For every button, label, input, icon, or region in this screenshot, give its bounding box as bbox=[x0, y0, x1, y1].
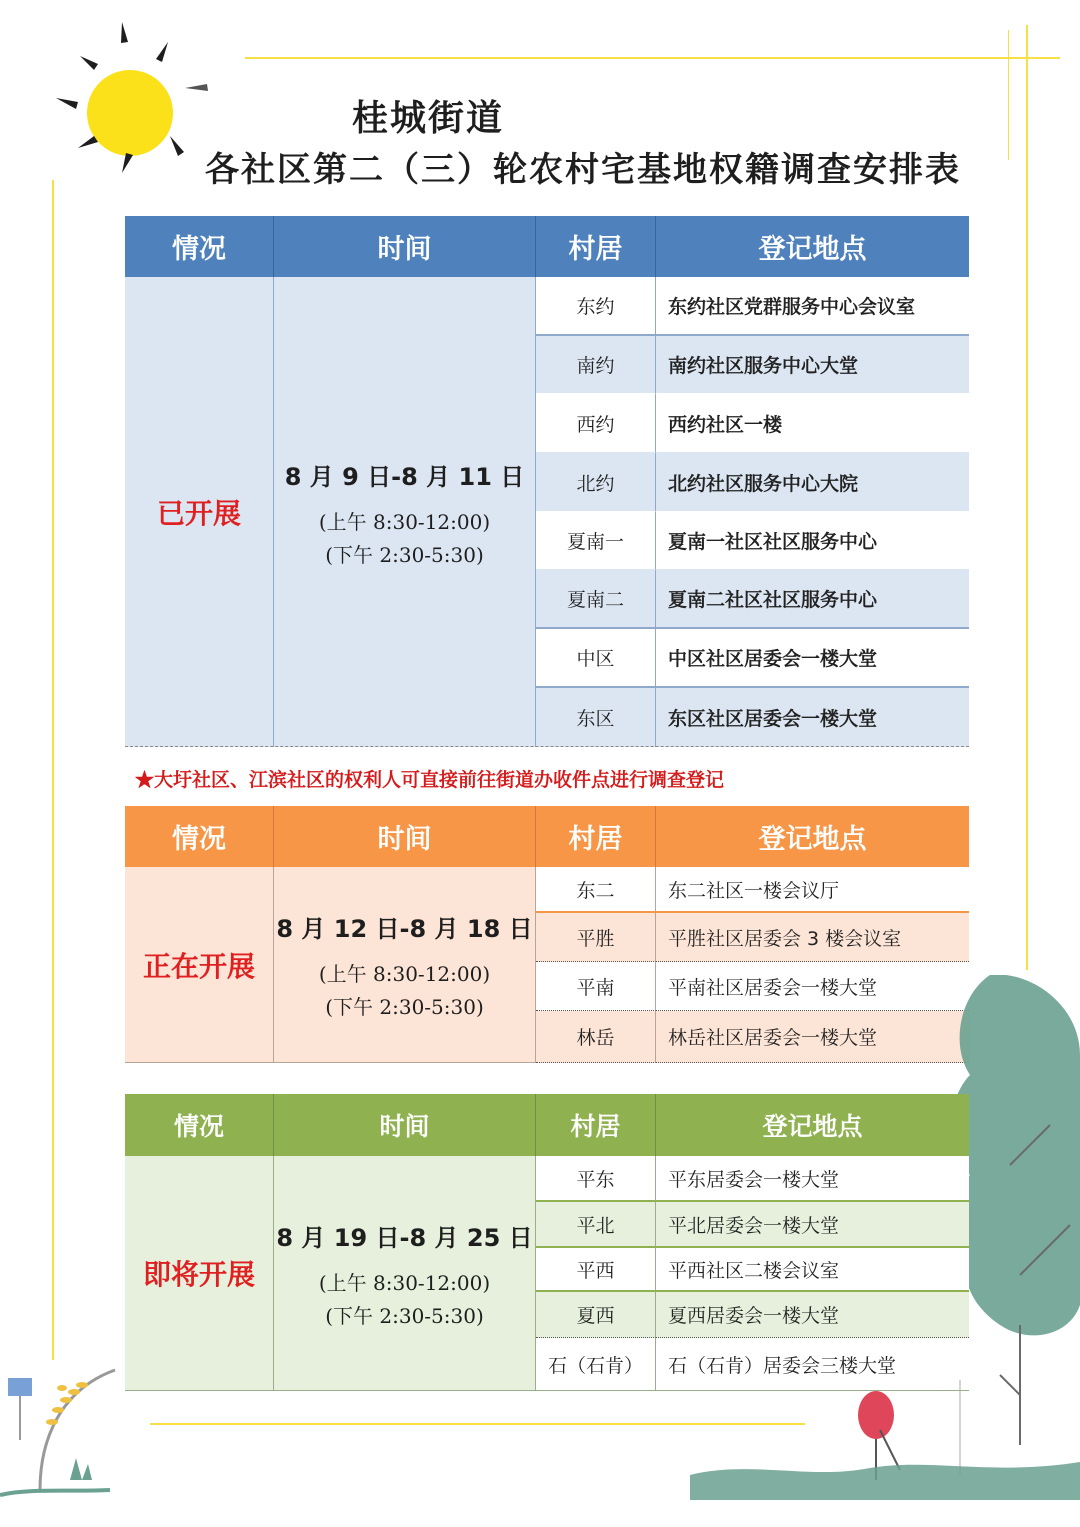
title-line2: 各社区第二（三）轮农村宅基地权籍调查安排表 bbox=[205, 150, 961, 190]
header-status: 情况 bbox=[125, 216, 274, 277]
grass-illustration bbox=[690, 1380, 1080, 1527]
time-cell bbox=[274, 1156, 536, 1391]
table-row-location: 西约社区一楼 bbox=[656, 394, 969, 453]
table-row-location: 东区社区居委会一楼大堂 bbox=[656, 688, 969, 747]
header-time: 时间 bbox=[274, 806, 536, 867]
header-location: 登记地点 bbox=[656, 806, 969, 867]
time-cell bbox=[274, 277, 536, 747]
time-pm: (下午 2:30-5:30) bbox=[325, 542, 484, 567]
section-completed bbox=[125, 216, 969, 747]
table-row-location: 东二社区一楼会议厅 bbox=[656, 867, 969, 913]
header-status: 情况 bbox=[125, 806, 274, 867]
frame-right-line bbox=[1026, 25, 1028, 970]
plant-illustration bbox=[0, 1330, 160, 1527]
table-row-village: 西约 bbox=[536, 394, 656, 453]
time-am: (上午 8:30-12:00) bbox=[318, 509, 491, 534]
table-row-location: 夏南二社区社区服务中心 bbox=[656, 570, 969, 629]
status-cell: 正在开展 bbox=[125, 867, 274, 1063]
table-row-village: 东区 bbox=[536, 688, 656, 747]
table-row-location: 平北居委会一楼大堂 bbox=[656, 1202, 969, 1248]
header-village: 村居 bbox=[536, 1094, 656, 1156]
time-am: (上午 8:30-12:00) bbox=[318, 1270, 491, 1295]
status-cell: 即将开展 bbox=[125, 1156, 274, 1391]
frame-top-line bbox=[245, 57, 1060, 59]
table-row-village: 平北 bbox=[536, 1202, 656, 1248]
table-row-location: 平西社区二楼会议室 bbox=[656, 1248, 969, 1292]
table-row-village: 石（石肯） bbox=[536, 1338, 656, 1391]
header-time: 时间 bbox=[274, 1094, 536, 1156]
table-row-location: 南约社区服务中心大堂 bbox=[656, 336, 969, 394]
frame-left-line bbox=[52, 180, 54, 1360]
table-row-village: 平东 bbox=[536, 1156, 656, 1202]
header-status: 情况 bbox=[125, 1094, 274, 1156]
time-range: 8 月 9 日-8 月 11 日 bbox=[284, 462, 525, 491]
table-row-village: 林岳 bbox=[536, 1011, 656, 1063]
table-row-location: 北约社区服务中心大院 bbox=[656, 453, 969, 512]
header-village: 村居 bbox=[536, 806, 656, 867]
table-row-village: 北约 bbox=[536, 453, 656, 512]
header-location: 登记地点 bbox=[656, 216, 969, 277]
table-row-village: 东约 bbox=[536, 277, 656, 336]
table-row-location: 平南社区居委会一楼大堂 bbox=[656, 962, 969, 1011]
table-row-village: 夏西 bbox=[536, 1292, 656, 1338]
table-row-village: 平南 bbox=[536, 962, 656, 1011]
table-row-location: 中区社区居委会一楼大堂 bbox=[656, 629, 969, 688]
note-text: ★大圩社区、江滨社区的权利人可直接前往街道办收件点进行调查登记 bbox=[135, 768, 725, 791]
table-row-location: 林岳社区居委会一楼大堂 bbox=[656, 1011, 969, 1063]
header-time: 时间 bbox=[274, 216, 536, 277]
table-row-village: 平胜 bbox=[536, 913, 656, 962]
table-row-village: 中区 bbox=[536, 629, 656, 688]
header-location: 登记地点 bbox=[656, 1094, 969, 1156]
table-row-location: 石（石肯）居委会三楼大堂 bbox=[656, 1338, 969, 1391]
time-range: 8 月 19 日-8 月 25 日 bbox=[276, 1223, 533, 1252]
title-line1: 桂城街道 bbox=[352, 98, 505, 139]
time-am: (上午 8:30-12:00) bbox=[318, 962, 491, 986]
section-bottom-border bbox=[125, 746, 969, 747]
time-cell bbox=[274, 867, 536, 1063]
frame-right-line-2 bbox=[1008, 30, 1009, 160]
section-upcoming bbox=[125, 1094, 969, 1391]
header-village: 村居 bbox=[536, 216, 656, 277]
table-row-village: 平西 bbox=[536, 1248, 656, 1292]
table-row-location: 平胜社区居委会 3 楼会议室 bbox=[656, 913, 969, 962]
table-row-location: 夏西居委会一楼大堂 bbox=[656, 1292, 969, 1338]
table-row-village: 夏南二 bbox=[536, 570, 656, 629]
section-in-progress bbox=[125, 806, 969, 1063]
table-row-location: 平东居委会一楼大堂 bbox=[656, 1156, 969, 1202]
sun-icon bbox=[50, 18, 215, 178]
time-pm: (下午 2:30-5:30) bbox=[325, 1303, 484, 1328]
table-row-village: 南约 bbox=[536, 336, 656, 394]
table-row-location: 夏南一社区社区服务中心 bbox=[656, 512, 969, 570]
table-row-village: 东二 bbox=[536, 867, 656, 913]
time-range: 8 月 12 日-8 月 18 日 bbox=[276, 915, 533, 943]
time-pm: (下午 2:30-5:30) bbox=[325, 995, 484, 1019]
status-cell: 已开展 bbox=[125, 277, 274, 747]
table-row-village: 夏南一 bbox=[536, 512, 656, 570]
table-row-location: 东约社区党群服务中心会议室 bbox=[656, 277, 969, 336]
